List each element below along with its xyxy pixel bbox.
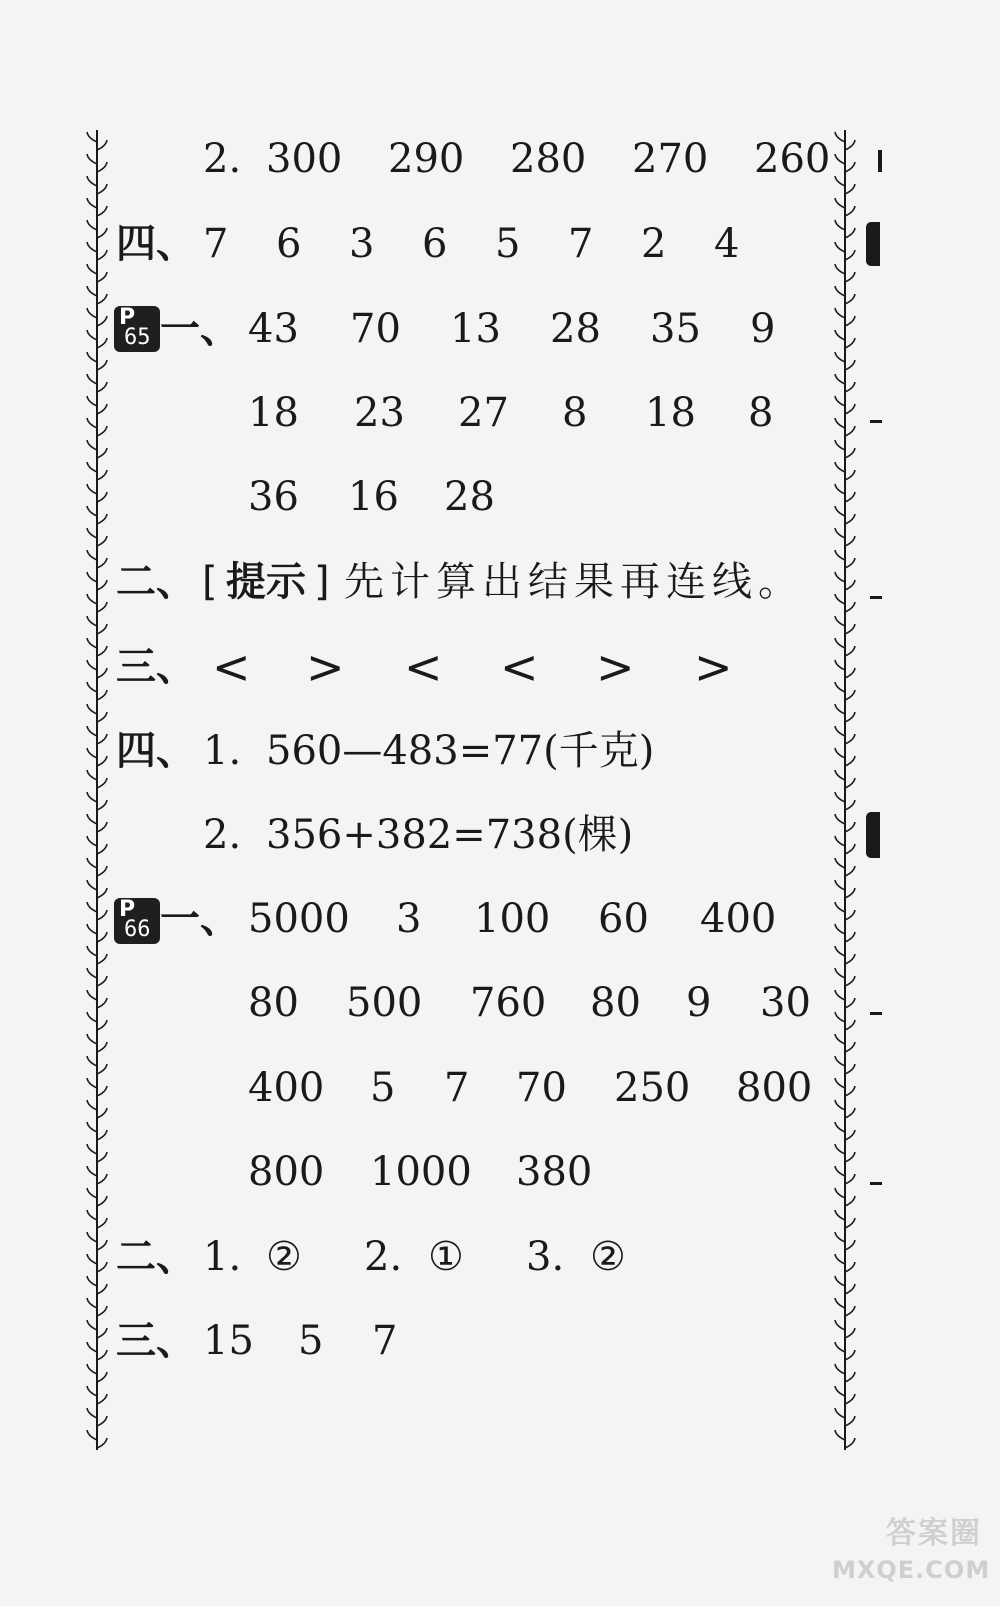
vine-leaf [845,184,855,194]
section-label: 一、 [160,306,240,352]
item-number: 3. [526,1234,565,1280]
vine-leaf [97,1416,107,1426]
answer-value: 18 [248,390,299,436]
vine-leaf [845,778,855,788]
vine-leaf [845,998,855,1008]
vine-leaf [845,228,855,238]
answer-line [0,716,840,786]
vine-leaf [845,492,855,502]
vine-leaf [845,1152,855,1162]
vine-leaf [845,932,855,942]
answer-value: 30 [760,980,811,1026]
right-edge-fragment [870,1012,882,1015]
answer-value: 250 [614,1065,691,1111]
answer-value: 9 [686,980,712,1026]
watermark-url: MXQE.COM [832,1556,991,1584]
right-edge-fragment [870,420,882,423]
answer-line [0,1137,840,1207]
answer-value: 800 [736,1065,813,1111]
item-number: 2. [203,812,242,858]
answer-value: 760 [470,980,547,1026]
vine-leaf [835,1122,845,1132]
comparison-sign: > [306,640,345,694]
answer-value: 13 [450,306,501,352]
vine-leaf [845,1328,855,1338]
answer-value: 5 [298,1318,324,1364]
item-number: 1. [203,1234,242,1280]
choice-answer: ① [428,1234,464,1280]
vine-leaf [835,1430,845,1440]
badge-page-number: 65 [124,325,151,350]
answer-value: 270 [632,136,709,182]
vine-leaf [845,602,855,612]
answer-value: 5 [370,1065,396,1111]
watermark-title: 答案圈 [886,1516,982,1551]
answer-value: 290 [388,136,465,182]
vine-leaf [845,382,855,392]
vine-leaf [845,866,855,876]
vine-leaf [97,954,107,964]
vine-leaf [845,734,855,744]
vine-leaf [845,580,855,590]
answer-line [0,294,840,364]
vine-leaf [845,360,855,370]
vine-leaf [835,616,845,626]
hint-label: 提示 [226,559,306,605]
answer-line [0,800,840,870]
answer-value: 4 [714,221,740,267]
answer-value: 1000 [370,1149,472,1195]
section-label: 四、 [116,728,196,774]
answer-value: 8 [562,390,588,436]
vine-leaf [845,1284,855,1294]
right-edge-fragment [870,596,882,599]
item-number: 2. [364,1234,403,1280]
vine-leaf [845,1086,855,1096]
badge-page-number: 66 [124,917,151,942]
answer-line [0,462,840,532]
answer-value: 60 [598,896,649,942]
vine-leaf [845,470,855,480]
right-edge-badge-fragment [866,222,880,266]
vine-leaf [87,1210,97,1220]
choice-answer: ② [590,1234,626,1280]
vine-leaf [87,198,97,208]
vine-leaf [845,426,855,436]
section-label: 三、 [116,644,196,690]
right-edge-fragment [878,150,882,172]
answer-value: 400 [700,896,777,942]
section-label: 二、 [116,1234,196,1280]
vine-leaf [845,888,855,898]
vine-leaf [845,140,855,150]
answer-value: 260 [754,136,831,182]
answer-value: 28 [550,306,601,352]
vine-leaf [845,1262,855,1272]
vine-leaf [845,1196,855,1206]
answer-value: 300 [266,136,343,182]
vine-leaf [845,1350,855,1360]
vine-leaf [845,1108,855,1118]
vine-leaf [845,1174,855,1184]
equation: 356+382=738(棵) [266,812,634,858]
item-number: 2. [203,136,242,182]
answer-value: 7 [203,221,229,267]
answer-value: 6 [276,221,302,267]
answer-line [0,1222,840,1292]
answer-value: 500 [346,980,423,1026]
badge-letter: P [119,898,136,922]
answer-value: 380 [516,1149,593,1195]
vine-leaf [845,338,855,348]
vine-leaf [87,1386,97,1396]
item-number: 1. [203,728,242,774]
vine-leaf [845,822,855,832]
vine-leaf [845,294,855,304]
answer-value: 800 [248,1149,325,1195]
answer-value: 9 [750,306,776,352]
section-label: 一、 [160,896,240,942]
comparison-sign: < [212,640,251,694]
vine-leaf [845,1394,855,1404]
vine-leaf [845,272,855,282]
answer-value: 80 [248,980,299,1026]
vine-leaf [845,1042,855,1052]
answer-value: 43 [248,306,299,352]
answer-value: 7 [568,221,594,267]
vine-leaf [835,1386,845,1396]
answer-line [0,209,840,279]
vine-leaf [845,404,855,414]
vine-leaf [845,316,855,326]
vine-leaf [835,1210,845,1220]
vine-leaf [845,514,855,524]
hint-bracket-open: [ [202,559,218,605]
section-label: 四、 [116,221,196,267]
vine-leaf [97,448,107,458]
answer-value: 36 [248,474,299,520]
answer-value: 18 [645,390,696,436]
vine-leaf [97,1042,107,1052]
right-edge-fragment [870,1182,882,1185]
answer-line [0,378,840,448]
choice-answer: ② [266,1234,302,1280]
answer-value: 70 [350,306,401,352]
vine-leaf [845,690,855,700]
answer-value: 80 [590,980,641,1026]
comparison-sign: < [404,640,443,694]
vine-leaf [835,704,845,714]
vine-leaf [87,704,97,714]
vine-leaf [845,1306,855,1316]
vine-leaf [845,558,855,568]
answer-value: 3 [396,896,422,942]
answer-value: 28 [444,474,495,520]
vine-leaf [845,954,855,964]
vine-leaf [845,206,855,216]
answer-line [0,1053,840,1123]
answer-value: 5000 [248,896,350,942]
right-edge-badge-fragment [866,812,880,858]
answer-value: 6 [422,221,448,267]
answer-line [0,1306,840,1376]
vine-leaf [845,844,855,854]
vine-leaf [835,1408,845,1418]
section-label: 二、 [116,559,196,605]
vine-leaf [835,198,845,208]
vine-leaf [87,616,97,626]
vine-leaf [845,250,855,260]
answer-value: 35 [650,306,701,352]
comparison-sign: > [694,640,733,694]
answer-value: 400 [248,1065,325,1111]
vine-leaf [845,1240,855,1250]
answer-line [0,124,840,194]
badge-letter: P [119,306,136,330]
site-watermark [832,1508,991,1588]
answer-line [0,632,840,702]
vine-leaf [845,1372,855,1382]
vine-leaf [845,756,855,766]
vine-leaf [87,1430,97,1440]
vine-leaf [845,1064,855,1074]
vine-leaf [97,1438,107,1448]
section-label: 三、 [116,1318,196,1364]
answer-value: 3 [349,221,375,267]
answer-value: 15 [203,1318,254,1364]
answer-value: 8 [748,390,774,436]
answer-value: 100 [474,896,551,942]
answer-line [0,884,840,954]
vine-leaf [845,712,855,722]
vine-leaf [845,162,855,172]
answer-line [0,968,840,1038]
answer-line [0,547,840,617]
vine-leaf [845,800,855,810]
answer-value: 2 [641,221,667,267]
vine-leaf [845,976,855,986]
vine-leaf [87,1408,97,1418]
equation: 560—483=77(千克) [266,728,655,774]
vine-leaf [845,1416,855,1426]
hint-bracket-close: ] [314,559,330,605]
vine-leaf [845,1218,855,1228]
comparison-sign: > [596,640,635,694]
answer-value: 23 [354,390,405,436]
answer-value: 27 [458,390,509,436]
vine-leaf [87,1122,97,1132]
vine-leaf [845,646,855,656]
answer-value: 70 [516,1065,567,1111]
comparison-sign: < [500,640,539,694]
vine-leaf [845,1438,855,1448]
hint-text: 先计算出结果再连线。 [344,559,804,605]
answer-value: 7 [444,1065,470,1111]
vine-leaf [845,448,855,458]
vine-leaf [97,1394,107,1404]
answer-value: 280 [510,136,587,182]
vine-leaf [845,536,855,546]
vine-leaf [845,624,855,634]
vine-leaf [97,536,107,546]
vine-leaf [845,668,855,678]
answer-value: 7 [372,1318,398,1364]
vine-leaf [845,910,855,920]
vine-leaf [845,1130,855,1140]
answer-value: 16 [348,474,399,520]
vine-leaf [845,1020,855,1030]
answer-value: 5 [495,221,521,267]
